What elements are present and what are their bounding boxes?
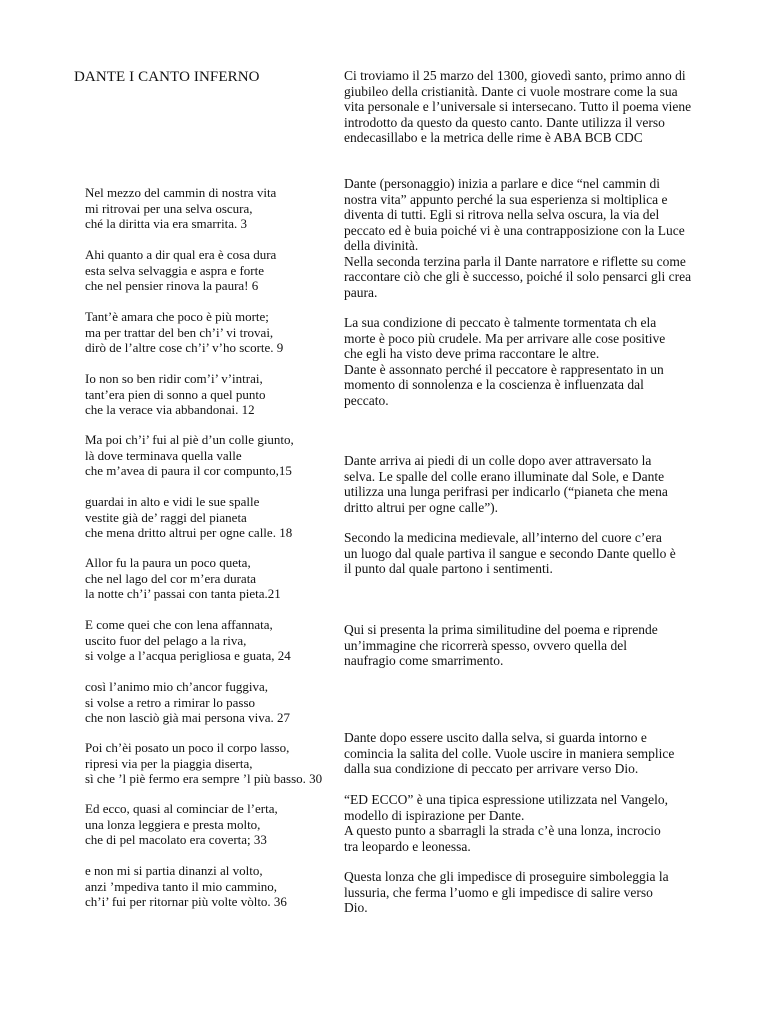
verse-line: che mena dritto altrui per ogne calle. 18	[85, 525, 293, 541]
verse-line: sì che ’l piè fermo era sempre ’l più basso. 30	[85, 771, 323, 787]
verse-line: e non mi si partia dinanzi al volto,	[85, 863, 263, 878]
commentary-line: dalla sua condizione di peccato per arrivare verso Dio.	[344, 761, 639, 776]
verse-line: si volge a l’acqua perigliosa e guata, 24	[85, 648, 291, 664]
poem-stanza	[85, 185, 350, 232]
commentary-line: morte è poco più crudele. Ma per arrivare alle cose positive	[344, 330, 666, 346]
commentary-line: raccontare ciò che gli è successo, poiché il solo pensarci gli crea	[344, 269, 692, 284]
commentary-line: della divinità.	[344, 238, 419, 253]
commentary-line: selva. Le spalle del colle erano illuminate dal Sole, e Dante	[344, 468, 665, 484]
poem-stanza	[85, 309, 350, 356]
verse-line: che nel lago del cor m’era durata	[85, 570, 257, 586]
commentary-line: momento di sonnolenza e la coscienza è influenzata dal	[344, 377, 644, 392]
verse-line: che m’avea di paura il cor compunto,15	[85, 463, 292, 479]
commentary-line: naufragio come smarrimento.	[344, 653, 504, 668]
commentary-line: un luogo dal quale partiva il sangue e secondo Dante quello è	[344, 545, 676, 561]
poem-stanza	[85, 801, 350, 848]
commentary-line: Dante (personaggio) inizia a parlare e dice “nel cammin di	[344, 176, 660, 191]
commentary-line: dritto altrui per ogne calle”).	[344, 499, 499, 515]
commentary-line: vita personale e l’universale si intersecano. Tutto il poema viene	[344, 99, 692, 114]
verse-line: ripresi via per la piaggia diserta,	[85, 755, 253, 771]
commentary-line: Dante dopo essere uscito dalla selva, si guarda intorno e	[344, 730, 647, 745]
verse-line: anzi ’mpediva tanto il mio cammino,	[85, 878, 278, 894]
verse-line: uscito fuor del pelago a la riva,	[85, 632, 247, 648]
verse-line: esta selva selvaggia e aspra e forte	[85, 262, 265, 278]
commentary-line: il punto dal quale partono i sentimenti.	[344, 561, 553, 576]
commentary-paragraph	[344, 730, 734, 777]
commentary-paragraph	[344, 176, 734, 300]
verse-line: Ma poi ch’i’ fui al piè d’un colle giunto,	[85, 432, 294, 447]
commentary-paragraph	[344, 622, 734, 669]
verse-line: E come quei che con lena affannata,	[85, 617, 273, 632]
commentary-paragraph	[344, 869, 734, 916]
verse-line: Tant’è amara che poco è più morte;	[85, 309, 269, 324]
poem-stanza	[85, 863, 350, 910]
poem-stanza	[85, 617, 350, 664]
commentary-line: paura.	[344, 284, 378, 300]
commentary-line: endecasillabo e la metrica delle rime è ABA BCB CDC	[344, 130, 643, 145]
commentary-line: introdotto da questo da questo canto. Dante utilizza il verso	[344, 114, 665, 130]
poem-stanza	[85, 371, 350, 418]
commentary-paragraph	[344, 68, 734, 146]
verse-line: guardai in alto e vidi le sue spalle	[85, 494, 260, 509]
verse-line: mi ritrovai per una selva oscura,	[85, 200, 253, 216]
commentary-line: tra leopardo e leonessa.	[344, 838, 471, 854]
verse-line: Allor fu la paura un poco queta,	[85, 555, 251, 570]
verse-line: che la verace via abbandonai. 12	[85, 402, 255, 418]
verse-line: che di pel macolato era coverta; 33	[85, 832, 267, 848]
verse-line: ch’i’ fui per ritornar più volte vòlto. 36	[85, 894, 287, 910]
verse-line: dirò de l’altre cose ch’i’ v’ho scorte. 9	[85, 340, 284, 356]
verse-line: si volse a retro a rimirar lo passo	[85, 694, 256, 710]
verse-line: là dove terminava quella valle	[85, 447, 242, 463]
verse-line: una lonza leggiera e presta molto,	[85, 816, 261, 832]
verse-line: Poi ch’èi posato un poco il corpo lasso,	[85, 740, 290, 755]
verse-line: Ahi quanto a dir qual era è cosa dura	[85, 247, 277, 262]
commentary-line: peccato ed è buia poiché vi è una contrapposizione con la Luce	[344, 222, 685, 238]
page-title: DANTE I CANTO INFERNO	[74, 69, 260, 85]
commentary-line: Dante è assonnato perché il peccatore è rappresentato in un	[344, 361, 664, 377]
verse-line: ma per trattar del ben ch’i’ vi trovai,	[85, 324, 274, 340]
commentary-line: Secondo la medicina medievale, all’interno del cuore c’era	[344, 530, 662, 545]
commentary-paragraph	[344, 792, 734, 854]
verse-line: ché la diritta via era smarrita. 3	[85, 216, 248, 232]
commentary-line: “ED ECCO” è una tipica espressione utilizzata nel Vangelo,	[344, 792, 669, 807]
verse-line: che non lasciò già mai persona viva. 27	[85, 710, 291, 726]
poem-stanza	[85, 494, 350, 541]
commentary-line: utilizza una lunga perifrasi per indicarlo (“pianeta che mena	[344, 484, 668, 499]
commentary-line: Qui si presenta la prima similitudine del poema e riprende	[344, 622, 658, 637]
poem-stanza	[85, 740, 350, 787]
commentary-line: diventa di tutti. Egli si ritrova nella selva oscura, la via del	[344, 207, 660, 222]
commentary-line: modello di ispirazione per Dante.	[344, 807, 525, 823]
commentary-line: A questo punto a sbarragli la strada c’è una lonza, incrocio	[344, 823, 661, 838]
verse-line: la notte ch’i’ passai con tanta pieta.21	[85, 586, 281, 602]
poem-stanza	[85, 247, 350, 294]
poem-stanza	[85, 555, 350, 602]
commentary-line: peccato.	[344, 392, 389, 408]
verse-line: vestite già de’ raggi del pianeta	[85, 509, 247, 525]
verse-line: così l’animo mio ch’ancor fuggiva,	[85, 679, 269, 694]
commentary-line: Dante arriva ai piedi di un colle dopo aver attraversato la	[344, 453, 652, 468]
commentary-line: lussuria, che ferma l’uomo e gli impedisce di salire verso	[344, 884, 653, 900]
commentary-line: Ci troviamo il 25 marzo del 1300, giovedì santo, primo anno di	[344, 68, 686, 83]
verse-line: Ed ecco, quasi al cominciar de l’erta,	[85, 801, 278, 816]
verse-line: tant’era pien di sonno a quel punto	[85, 386, 266, 402]
commentary-line: Questa lonza che gli impedisce di proseguire simboleggia la	[344, 869, 669, 884]
commentary-line: La sua condizione di peccato è talmente tormentata ch ela	[344, 315, 657, 330]
verse-line: Nel mezzo del cammin di nostra vita	[85, 185, 277, 200]
commentary-paragraph	[344, 453, 734, 515]
commentary-paragraph	[344, 315, 734, 408]
commentary-line: Dio.	[344, 900, 368, 915]
commentary-line: giubileo della cristianità. Dante ci vuole mostrare come la sua	[344, 83, 678, 99]
commentary-paragraph	[344, 530, 734, 577]
verse-line: Io non so ben ridir com’i’ v’intrai,	[85, 371, 263, 386]
poem-stanza	[85, 432, 350, 479]
commentary-line: comincia la salita del colle. Vuole uscire in maniera semplice	[344, 745, 675, 761]
commentary-line: nostra vita” appunto perché la sua esperienza si moltiplica e	[344, 191, 668, 207]
commentary-line: che egli ha visto deve prima raccontare le altre.	[344, 346, 600, 361]
verse-line: che nel pensier rinova la paura! 6	[85, 278, 259, 294]
poem-stanza	[85, 679, 350, 726]
commentary-line: un’immagine che ricorrerà spesso, ovvero quella del	[344, 637, 628, 653]
commentary-line: Nella seconda terzina parla il Dante narratore e riflette su come	[344, 253, 686, 269]
